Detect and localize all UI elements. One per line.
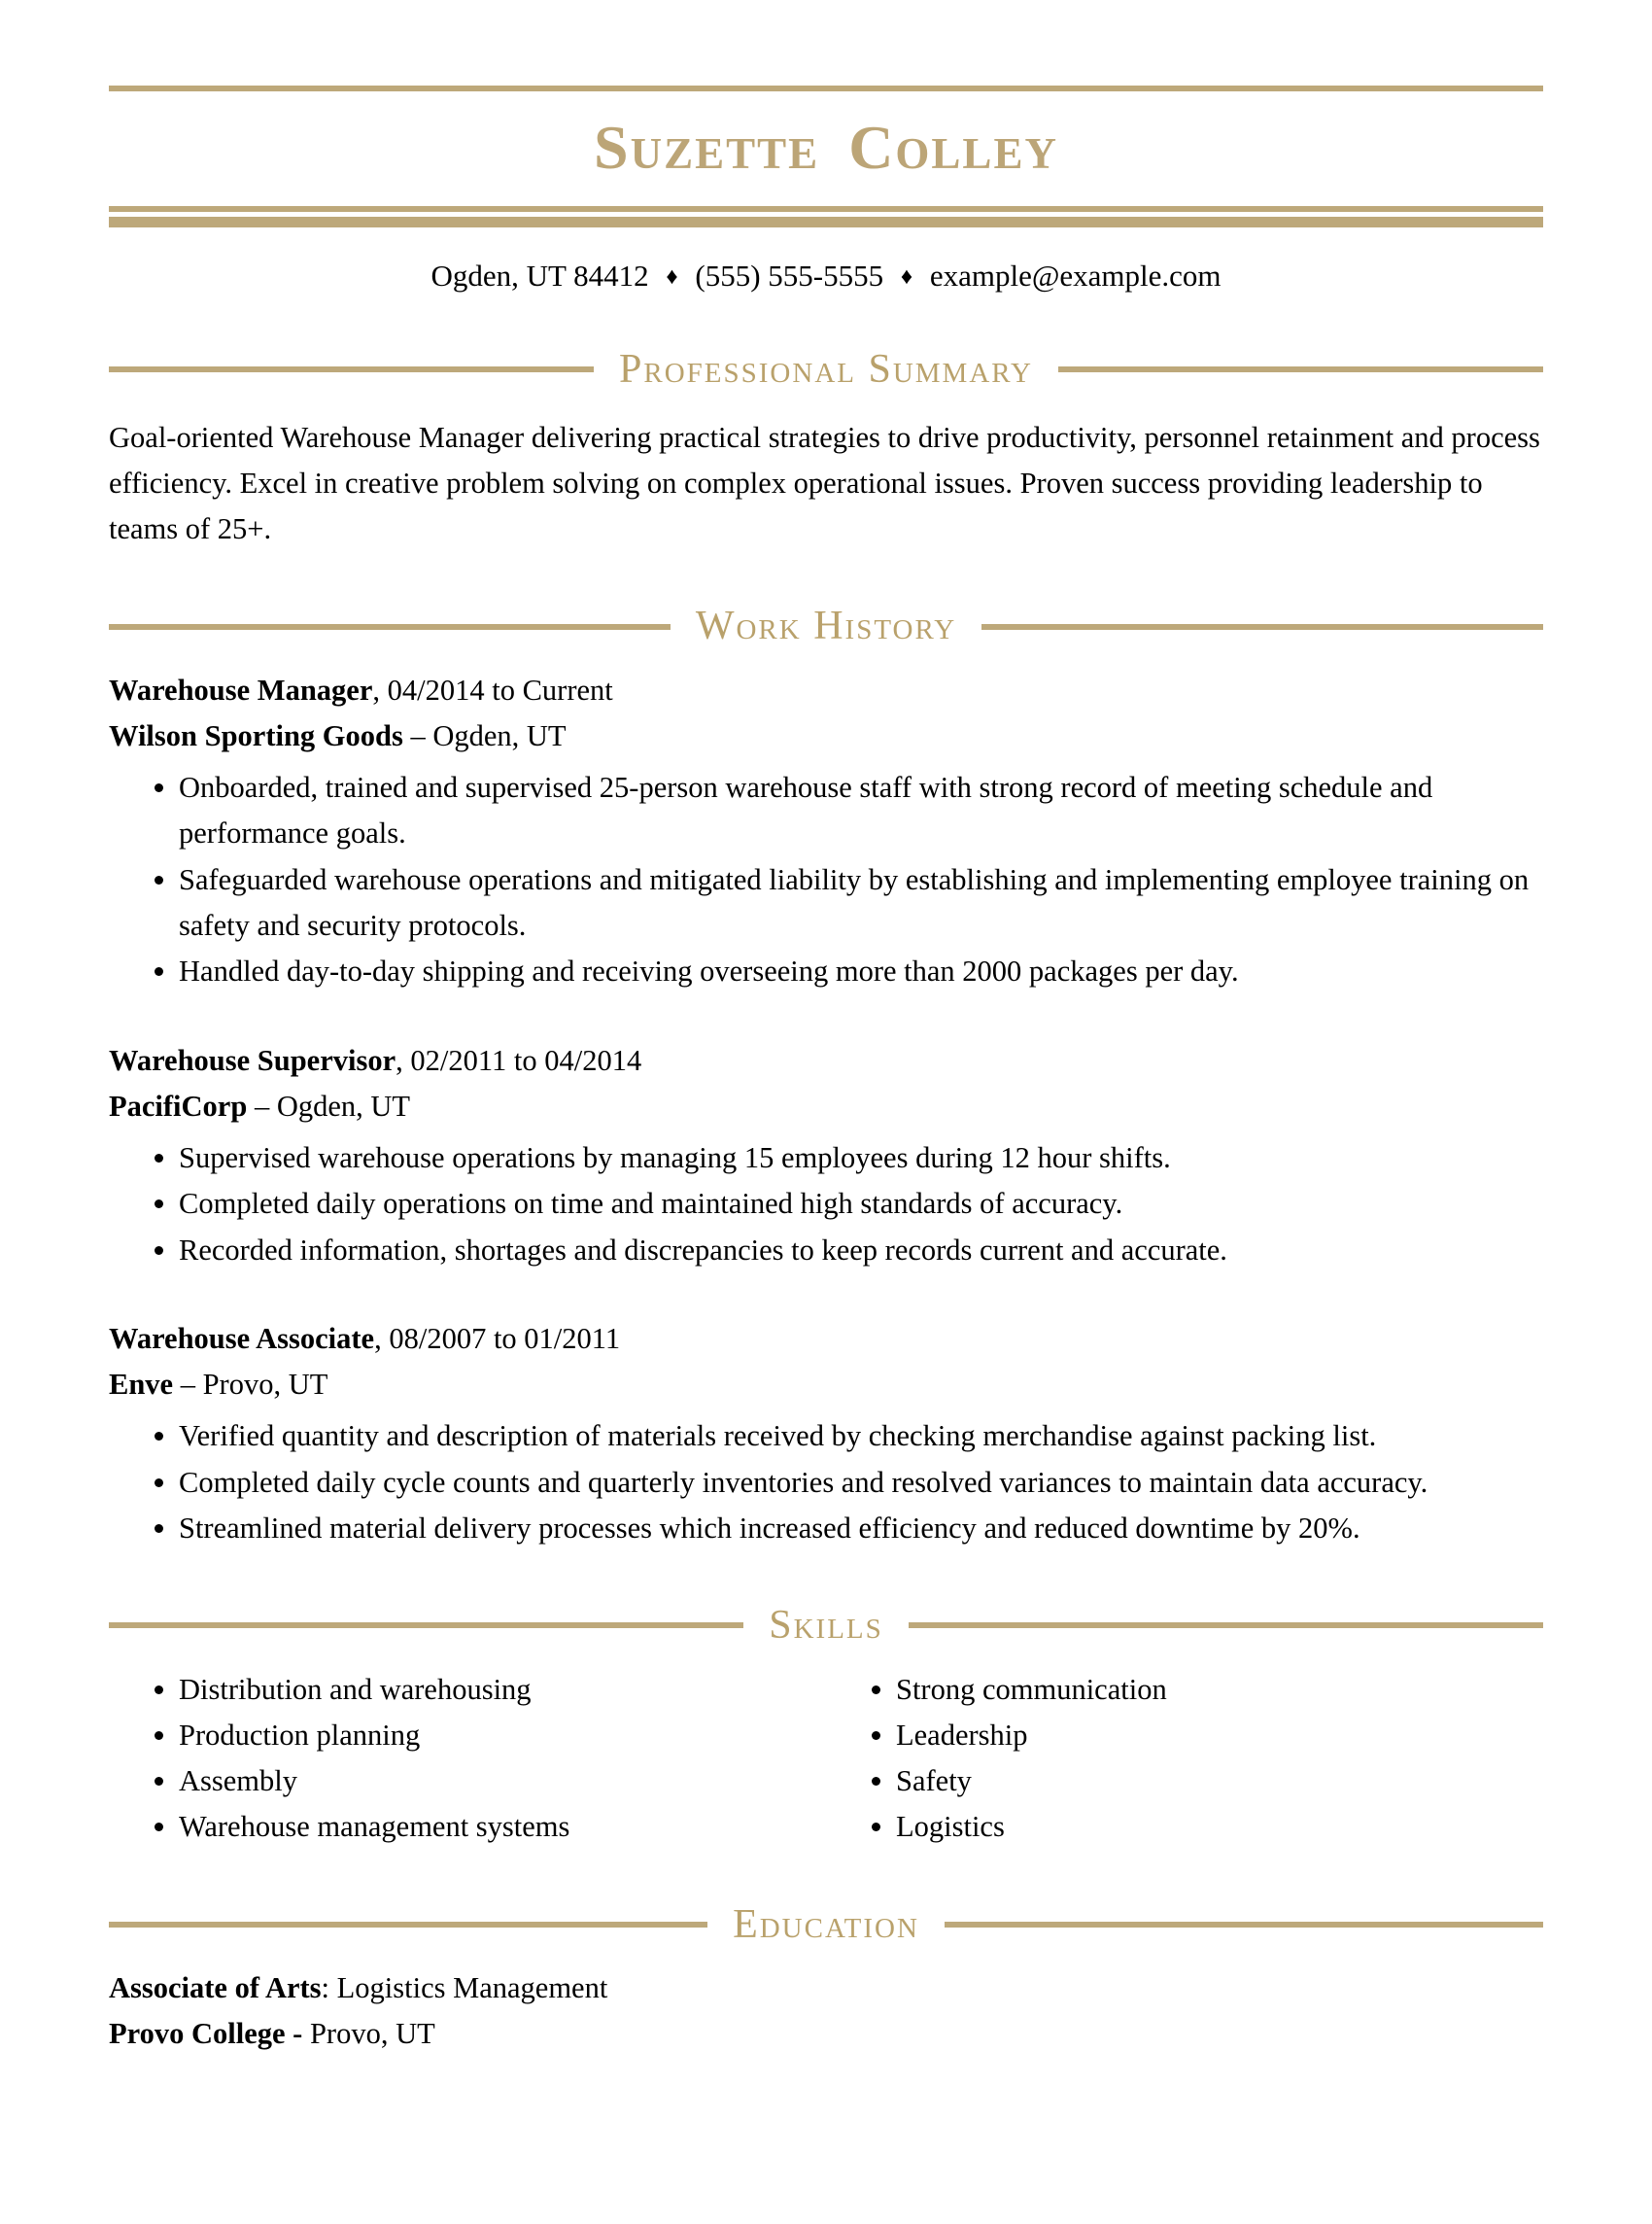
heading-rule-left — [109, 1622, 743, 1628]
work-history-section-heading — [109, 603, 1543, 649]
job-bullet: • Completed daily operations on time and maintained high standards of accuracy. — [179, 1181, 1543, 1227]
summary-text: Goal-oriented Warehouse Manager delivering practical strategies to drive productivity, personnel retainment and process efficiency. Excel in creative problem solving on complex operational issues. Proven success providing leadership to teams of 25+. — [109, 420, 1540, 546]
heading-rule-right — [1058, 366, 1543, 372]
contact-location: Ogden, UT 84412 — [430, 259, 649, 293]
skills-section-heading — [109, 1602, 1543, 1649]
job-location: – Ogden, UT — [247, 1089, 411, 1123]
education-school-location: Provo, UT — [302, 2017, 435, 2051]
skills-column-left — [109, 1667, 826, 1851]
job-bullet-list — [109, 1413, 1543, 1551]
job-bullet: • Handled day-to-day shipping and receiving overseeing more than 2000 packages per day. — [179, 949, 1543, 994]
heading-rule-left — [109, 624, 671, 630]
skill-item: • Distribution and warehousing — [179, 1667, 826, 1713]
job-location: – Ogden, UT — [402, 718, 567, 752]
header-double-rule — [109, 206, 1543, 227]
job-dates: , 04/2014 to Current — [372, 673, 613, 707]
job-company: PacifiCorp — [109, 1089, 248, 1123]
skill-item: • Warehouse management systems — [179, 1804, 826, 1850]
summary-section-heading — [109, 346, 1543, 393]
skill-item: • Logistics — [896, 1804, 1543, 1850]
job-title: Warehouse Supervisor — [109, 1043, 396, 1077]
contact-phone: (555) 555-5555 — [695, 259, 884, 293]
job-entry-warehouse-associate — [109, 1316, 1543, 1551]
job-bullet: • Verified quantity and description of materials received by checking merchandise against packing list. — [179, 1413, 1543, 1459]
education-heading-label: Education — [733, 1901, 919, 1947]
job-dates: , 02/2011 to 04/2014 — [396, 1043, 642, 1077]
job-entry-warehouse-manager — [109, 668, 1543, 995]
resume-page — [0, 86, 1652, 2057]
skill-item: • Production planning — [179, 1713, 826, 1758]
job-title-line — [109, 1316, 1543, 1362]
job-title-line — [109, 1038, 1543, 1084]
top-rule — [109, 86, 1543, 91]
job-company-line — [109, 1362, 1543, 1407]
education-section-heading — [109, 1901, 1543, 1948]
job-dates: , 08/2007 to 01/2011 — [374, 1321, 621, 1355]
job-bullet-list — [109, 1135, 1543, 1273]
summary-heading-label: Professional Summary — [619, 347, 1033, 393]
skills-columns — [109, 1667, 1543, 1851]
heading-rule-right — [945, 1922, 1543, 1928]
diamond-separator-icon: ♦ — [666, 264, 678, 290]
job-title-line — [109, 668, 1543, 713]
job-company-line — [109, 713, 1543, 759]
job-bullet: • Recorded information, shortages and discrepancies to keep records current and accurate. — [179, 1228, 1543, 1273]
education-degree: Associate of Arts — [109, 1970, 322, 2004]
job-location: – Provo, UT — [173, 1368, 328, 1402]
education-school: Provo College - — [109, 2017, 303, 2051]
header-rule-thin — [109, 206, 1543, 212]
contact-email: example@example.com — [929, 259, 1222, 293]
contact-line — [109, 257, 1543, 295]
job-bullet: • Supervised warehouse operations by managing 15 employees during 12 hour shifts. — [179, 1135, 1543, 1181]
job-company-line — [109, 1084, 1543, 1129]
job-bullet: • Safeguarded warehouse operations and mitigated liability by establishing and implementing employee training on safety and security protocols. — [179, 857, 1543, 950]
skill-item: • Safety — [896, 1758, 1543, 1804]
job-bullet: • Onboarded, trained and supervised 25-person warehouse staff with strong record of meeting schedule and performance goals. — [179, 765, 1543, 857]
diamond-separator-icon: ♦ — [900, 264, 913, 290]
job-company: Enve — [109, 1368, 174, 1402]
header-rule-thick — [109, 217, 1543, 227]
job-entry-warehouse-supervisor — [109, 1038, 1543, 1273]
education-school-line — [109, 2011, 1543, 2057]
job-company: Wilson Sporting Goods — [109, 718, 403, 752]
heading-rule-left — [109, 366, 594, 372]
education-degree-detail: : Logistics Management — [321, 1970, 608, 2004]
skill-item: • Strong communication — [896, 1667, 1543, 1713]
heading-rule-right — [909, 1622, 1543, 1628]
skill-item: • Leadership — [896, 1713, 1543, 1758]
skill-item: • Assembly — [179, 1758, 826, 1804]
job-title: Warehouse Associate — [109, 1321, 375, 1355]
skills-column-right — [826, 1667, 1543, 1851]
heading-rule-right — [981, 624, 1543, 630]
job-title: Warehouse Manager — [109, 673, 373, 707]
education-entry — [109, 1965, 1543, 2058]
skills-heading-label: Skills — [769, 1603, 883, 1649]
education-degree-line — [109, 1965, 1543, 2011]
job-bullet: • Completed daily cycle counts and quarterly inventories and resolved variances to maintain data accuracy. — [179, 1460, 1543, 1506]
person-name: Suzette Colley — [594, 113, 1058, 182]
job-bullet: • Streamlined material delivery processes which increased efficiency and reduced downtime by 20%. — [179, 1506, 1543, 1551]
heading-rule-left — [109, 1922, 707, 1928]
work-history-heading-label: Work History — [695, 604, 957, 649]
job-bullet-list — [109, 765, 1543, 994]
